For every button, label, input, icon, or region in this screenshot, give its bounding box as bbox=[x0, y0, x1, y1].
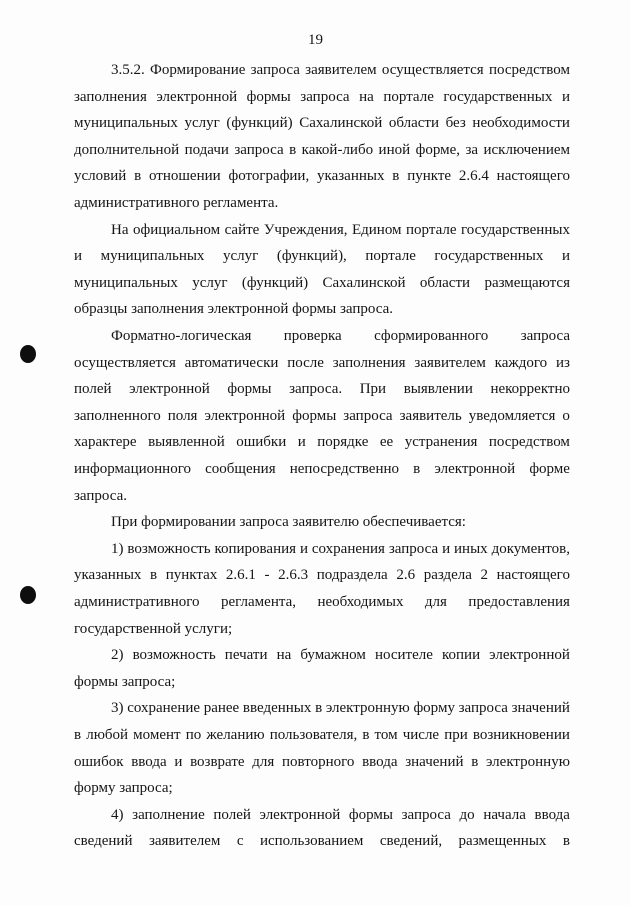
text-line: характере выявленной ошибки и порядке ее устранения посредством bbox=[74, 434, 570, 451]
text-line: форму запроса; bbox=[74, 780, 173, 797]
text-line: образцы заполнения электронной формы запроса. bbox=[74, 301, 393, 318]
text-line: заполненного поля электронной формы запроса заявитель уведомляется о bbox=[74, 407, 570, 424]
text-line: муниципальных услуг (функций) Сахалинской области размещаются bbox=[74, 274, 570, 291]
punch-hole bbox=[20, 345, 36, 363]
text-line: Форматно-логическая проверка сформированного запроса bbox=[111, 328, 570, 344]
text-line: условий в отношении фотографии, указанных в пункте 2.6.4 настоящего bbox=[74, 168, 570, 185]
text-line: 4) заполнение полей электронной формы запроса до начала ввода bbox=[111, 806, 570, 823]
text-line: 2) возможность печати на бумажном носителе копии электронной bbox=[111, 647, 570, 664]
text-line: дополнительной подачи запроса в какой-либо иной форме, за исключением bbox=[74, 141, 570, 158]
text-line: 3) сохранение ранее введенных в электронную форму запроса значений bbox=[111, 700, 570, 717]
text-line: формы запроса; bbox=[74, 673, 176, 690]
text-line: При формировании запроса заявителю обеспечивается: bbox=[111, 514, 466, 531]
text-line: ошибок ввода и возврате для повторного ввода значений в электронную bbox=[74, 753, 570, 770]
text-line: в любой момент по желанию пользователя, в том числе при возникновении bbox=[74, 727, 570, 743]
text-line: сведений заявителем с использованием сведений, размещенных в bbox=[74, 833, 570, 850]
text-line: и муниципальных услуг (функций), портале государственных и bbox=[74, 248, 570, 265]
punch-hole bbox=[20, 586, 36, 604]
text-line: На официальном сайте Учреждения, Едином портале государственных bbox=[111, 221, 570, 238]
text-line: указанных в пунктах 2.6.1 - 2.6.3 подраздела 2.6 раздела 2 настоящего bbox=[74, 567, 570, 584]
text-line: заполнения электронной формы запроса на портале государственных и bbox=[74, 88, 570, 105]
text-line: осуществляется автоматически после заполнения заявителем каждого из bbox=[74, 354, 570, 371]
text-line: муниципальных услуг (функций) Сахалинской области без необходимости bbox=[74, 115, 570, 132]
text-line: полей электронной формы запроса. При выявлении некорректно bbox=[74, 381, 570, 398]
text-line: административного регламента, необходимых для предоставления bbox=[74, 594, 570, 610]
text-line: запроса. bbox=[74, 487, 128, 504]
text-line: информационного сообщения непосредственно в электронной форме bbox=[74, 461, 570, 477]
text-line: 1) возможность копирования и сохранения запроса и иных документов, bbox=[111, 540, 570, 557]
page-number: 19 bbox=[308, 32, 323, 48]
text-line: государственной услуги; bbox=[74, 620, 233, 637]
text-line: 3.5.2. Формирование запроса заявителем осуществляется посредством bbox=[111, 62, 570, 78]
text-line: административного регламента. bbox=[74, 195, 279, 211]
